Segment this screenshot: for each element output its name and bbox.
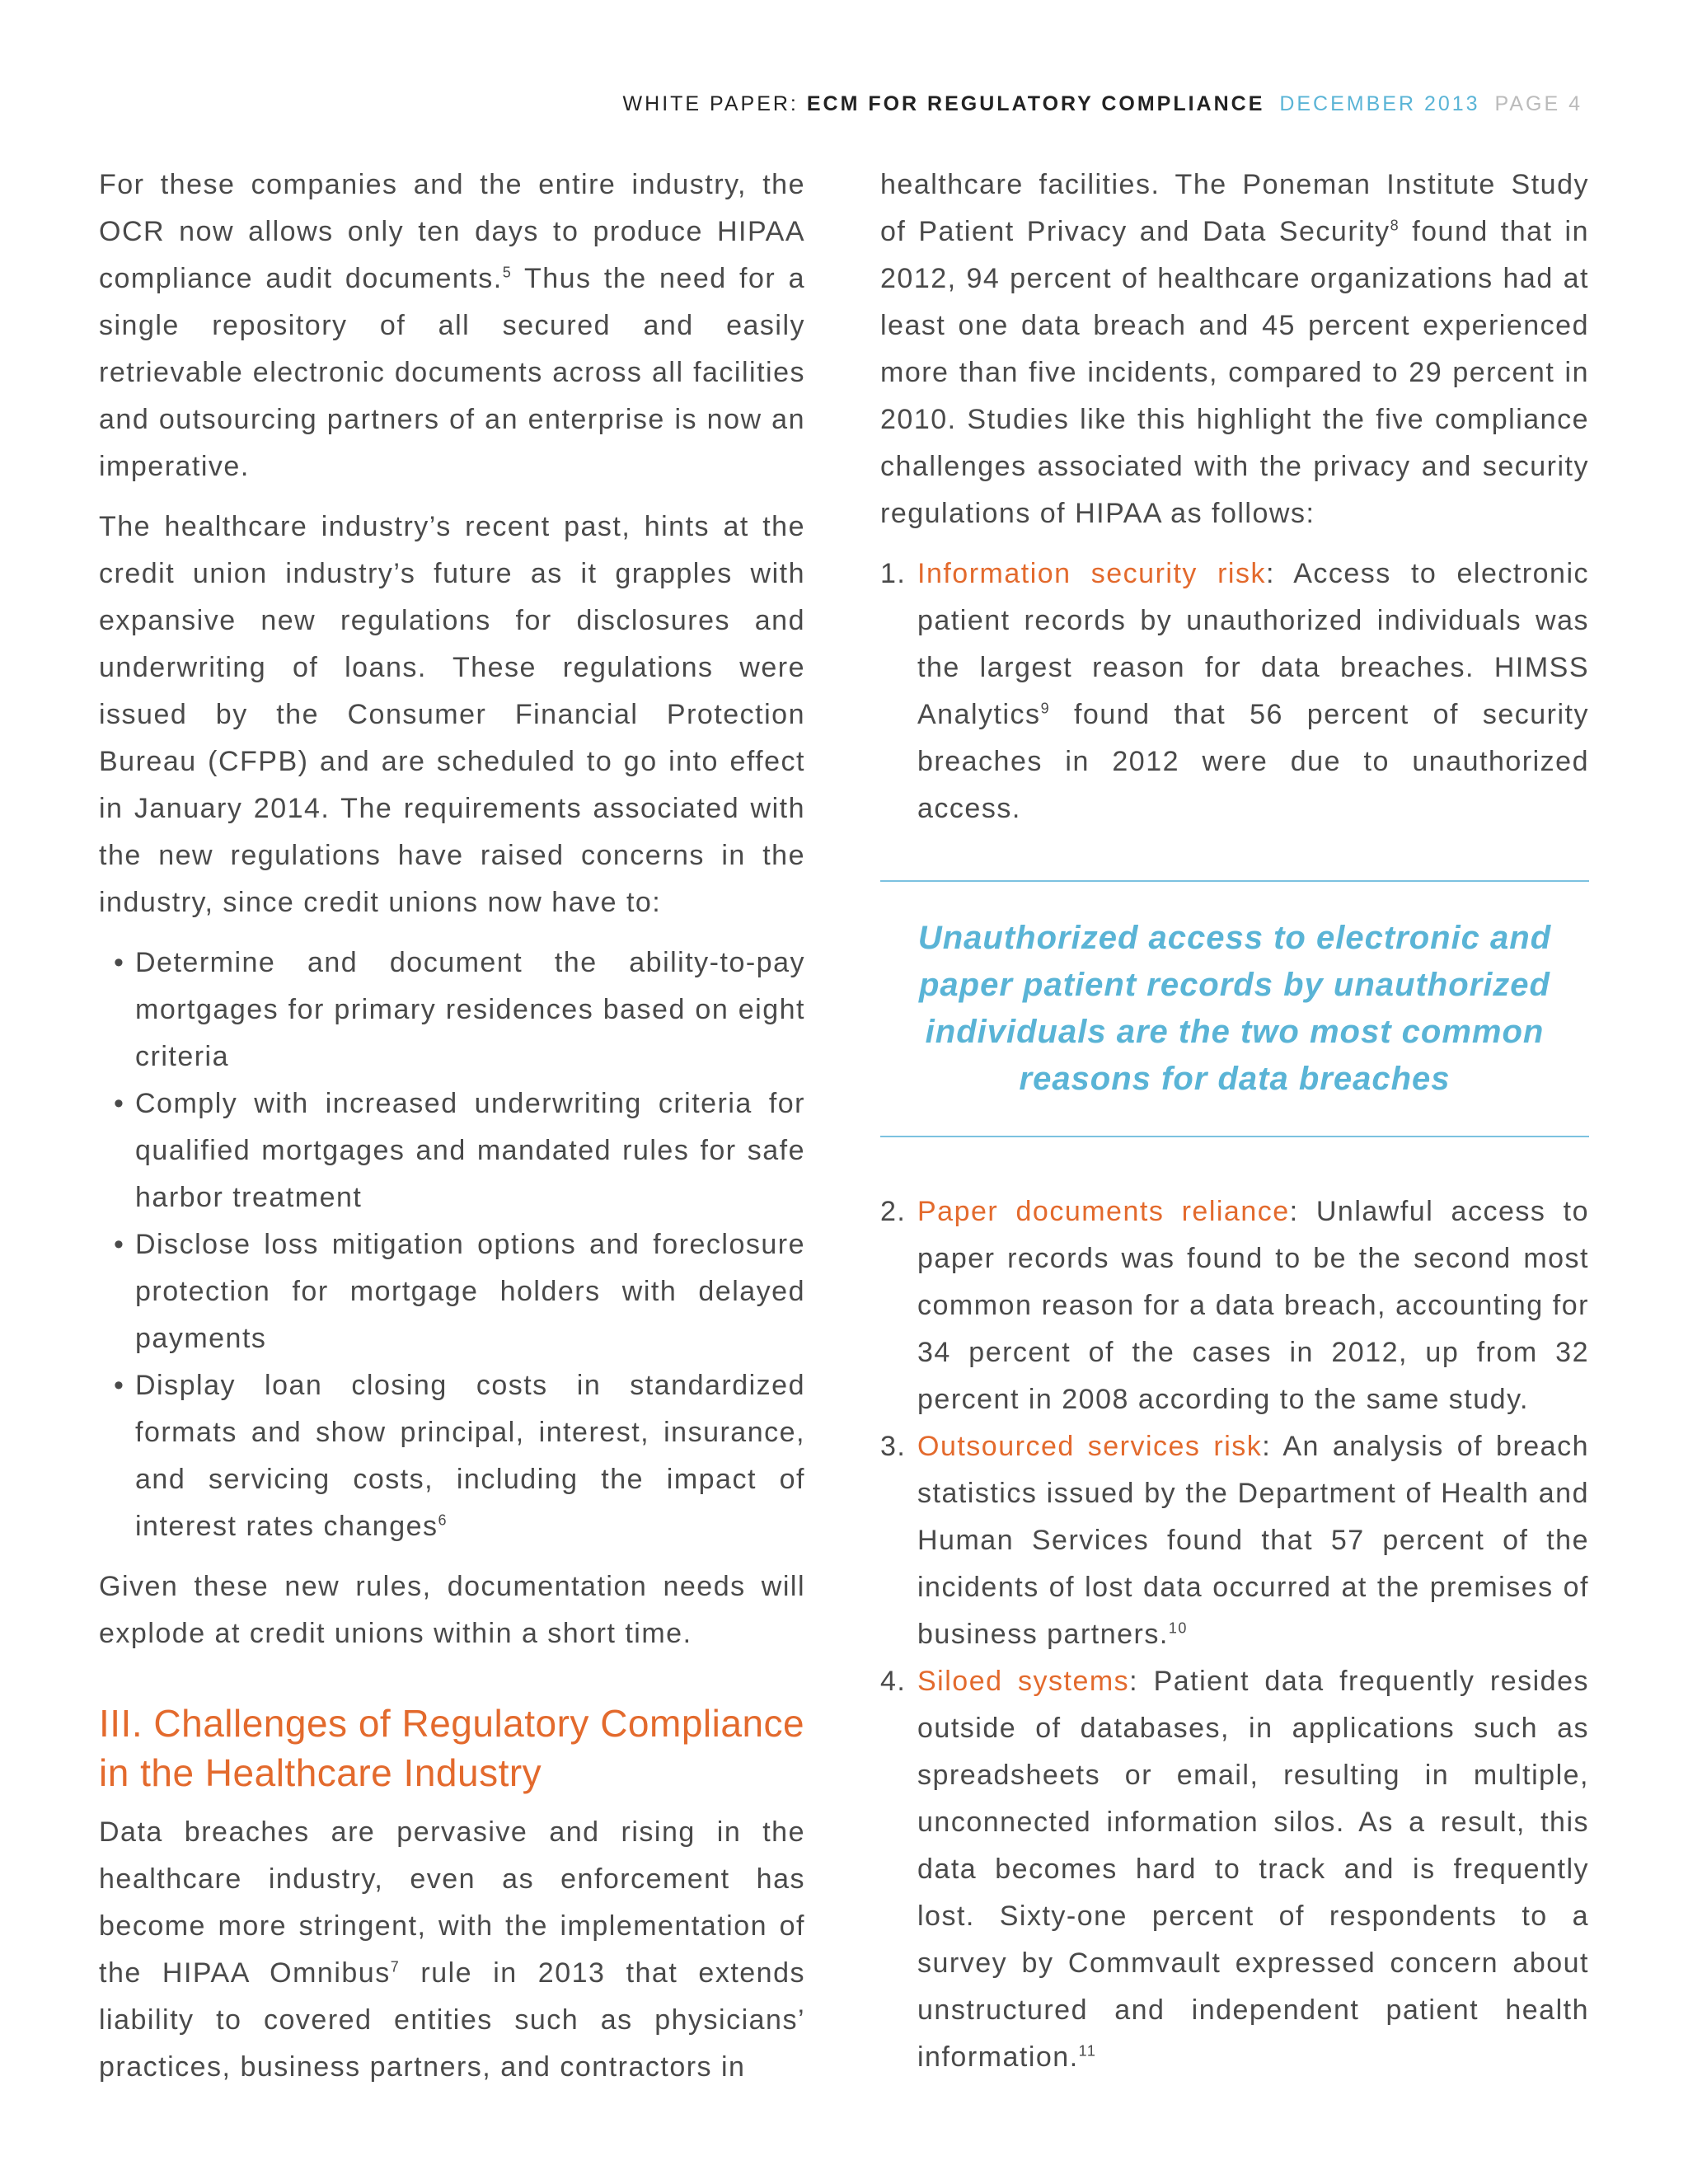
header-label: WHITE PAPER: — [622, 92, 799, 115]
list-item-text: Display loan closing costs in standardized formats and show principal, interest, insurance, and servicing costs, including the impact of interest rates changes — [135, 1370, 805, 1542]
numbered-list — [880, 1188, 1589, 2081]
footnote-ref: 6 — [438, 1511, 448, 1529]
list-term: Information security risk — [917, 558, 1266, 589]
footnote-ref: 10 — [1168, 1619, 1188, 1637]
left-column — [99, 162, 805, 2104]
list-item — [114, 1221, 805, 1362]
paragraph: The healthcare industry’s recent past, hints at the credit union industry’s future as it grapples with expansive new regulations for disclosures and underwriting of loans. These regulations were issued by the Consumer Financial Protection Bureau (CFPB) and are scheduled to go into effect in January 2014. The requirements associated with the new regulations have raised concerns in the industry, since credit unions now have to: — [99, 511, 805, 918]
list-item-text: : An analysis of breach statistics issued by the Department of Health and Human Services found that 57 percent of the incidents of lost data occurred at the premises of business partners. — [917, 1431, 1589, 1650]
list-item — [114, 1362, 805, 1550]
paragraph-text: Thus the need for a single repository of all secured and easily retrievable electronic documents across all facilities and outsourcing partners of an enterprise is now an imperative. — [99, 263, 805, 482]
bullet-icon: • — [114, 1088, 125, 1119]
paragraph-text: healthcare facilities. The Poneman Institute Study of Patient Privacy and Data Security — [880, 169, 1589, 247]
paragraph — [880, 162, 1589, 537]
bullet-icon: • — [114, 1370, 125, 1401]
paragraph-text: For these companies and the entire industry, the OCR now allows only ten days to produce HIPAA compliance audit documents. — [99, 169, 805, 294]
list-item-text: : Access to electronic patient records by unauthorized individuals was the largest reason for data breaches. HIMSS Analytics — [917, 558, 1589, 730]
pull-quote: Unauthorized access to electronic and paper patient records by unauthorized individuals are the two most common reasons for data breaches — [880, 880, 1589, 1137]
header-date: DECEMBER 2013 — [1279, 92, 1480, 115]
numbered-list — [880, 551, 1589, 832]
footnote-ref: 5 — [502, 264, 513, 281]
footnote-ref: 9 — [1040, 700, 1051, 717]
paragraph: Given these new rules, documentation needs will explode at credit unions within a short time. — [99, 1571, 805, 1649]
list-item-text: Comply with increased underwriting criteria for qualified mortgages and mandated rules for safe harbor treatment — [135, 1088, 805, 1213]
paragraph — [99, 1809, 805, 2091]
bullet-icon: • — [114, 947, 125, 978]
list-item — [880, 1658, 1589, 2081]
list-term: Outsourced services risk — [917, 1431, 1263, 1462]
list-item-text: Determine and document the ability-to-pay mortgages for primary residences based on eight criteria — [135, 947, 805, 1072]
list-item — [880, 1188, 1589, 1423]
footnote-ref: 11 — [1078, 2042, 1097, 2060]
list-item — [114, 940, 805, 1080]
list-number: 3. — [880, 1431, 907, 1462]
bullet-icon: • — [114, 1229, 125, 1260]
list-item-text: Disclose loss mitigation options and foreclosure protection for mortgage holders with delayed payments — [135, 1229, 805, 1354]
list-number: 2. — [880, 1196, 907, 1227]
list-term: Paper documents reliance — [917, 1196, 1290, 1227]
paragraph-text: Data breaches are pervasive and rising in the healthcare industry, even as enforcement has become more stringent, with the implementation of the HIPAA Omnibus — [99, 1816, 805, 1989]
page-number: PAGE 4 — [1494, 92, 1582, 115]
right-column — [880, 162, 1589, 2081]
paragraph-text: rule in 2013 that extends liability to covered entities such as physicians’ practices, business partners, and contractors in — [99, 1957, 805, 2083]
list-number: 4. — [880, 1666, 907, 1697]
footnote-ref: 7 — [390, 1958, 401, 1975]
header-title: ECM FOR REGULATORY COMPLIANCE — [806, 92, 1265, 115]
list-item — [880, 1423, 1589, 1658]
page-header — [623, 92, 1582, 116]
list-number: 1. — [880, 558, 907, 589]
list-item — [880, 551, 1589, 832]
paragraph-text: found that in 2012, 94 percent of healthcare organizations had at least one data breach and 45 percent experienced more than five incidents, compared to 29 percent in 2010. Studies like this highlight the five compliance challenges associated with the privacy and security regulations of HIPAA as follows: — [880, 216, 1589, 529]
bullet-list — [99, 940, 805, 1550]
list-item-text: : Patient data frequently resides outside of databases, in applications such as spreadsheets or email, resulting in multiple, unconnected information silos. As a result, this data becomes hard to track and is frequently lost. Sixty-one percent of respondents to a survey by Commvault expressed concern about unstructured and independent patient health information. — [917, 1666, 1589, 2073]
footnote-ref: 8 — [1390, 217, 1400, 234]
list-item-text: found that 56 percent of security breaches in 2012 were due to unauthorized access. — [917, 699, 1589, 824]
paragraph — [99, 162, 805, 490]
section-heading: III. Challenges of Regulatory Compliance in the Healthcare Industry — [99, 1702, 805, 1794]
list-item — [114, 1080, 805, 1221]
list-term: Siloed systems — [917, 1666, 1130, 1697]
list-item-text: : Unlawful access to paper records was found to be the second most common reason for a data breach, accounting for 34 percent of the cases in 2012, up from 32 percent in 2008 according to the same study. — [917, 1196, 1589, 1415]
